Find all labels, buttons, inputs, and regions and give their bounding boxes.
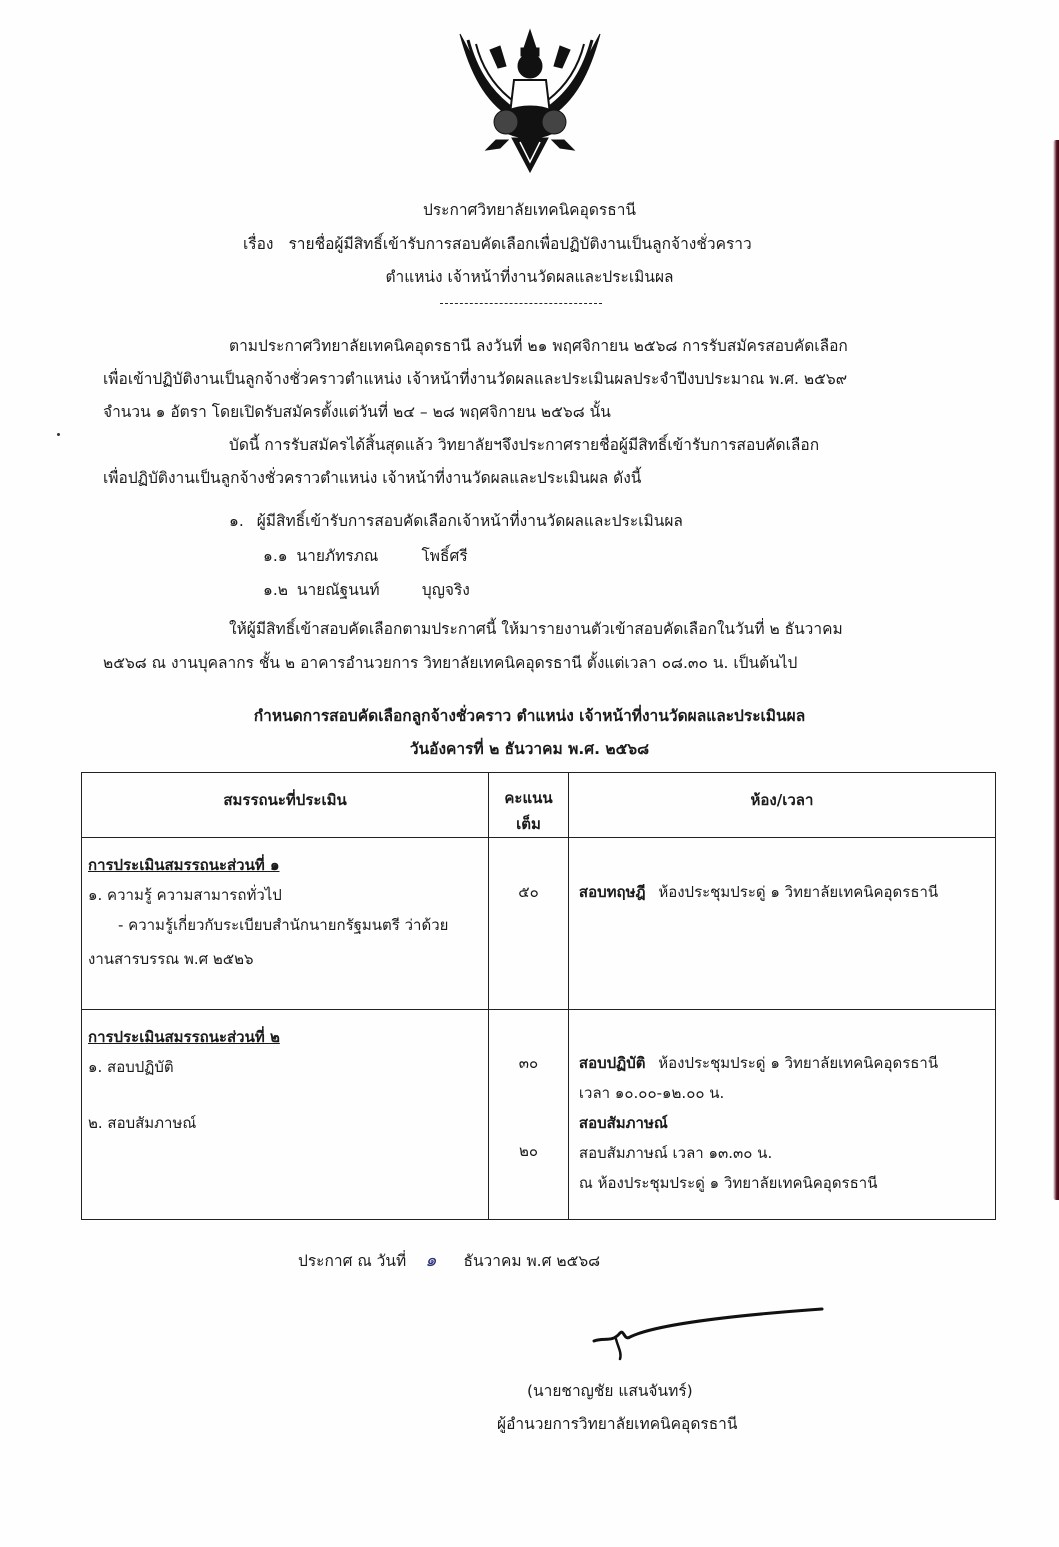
header-score [489, 773, 569, 838]
header-separator [440, 303, 602, 304]
page-edge-shadow [1053, 140, 1059, 1200]
table-header-row [82, 773, 996, 838]
announce-date-line [298, 1245, 600, 1274]
section-title: การประเมินสมรรถนะส่วนที่ ๒ [88, 1028, 280, 1046]
list-heading-number: ๑. [229, 512, 244, 530]
para1-line2: เพื่อเข้าปฏิบัติงานเป็นลูกจ้างชั่วคราวตำแหน่ง เจ้าหน้าที่งานวัดผลและประเมินผลประจำปีงบประมาณ พ.ศ. ๒๕๖๙ [103, 370, 848, 388]
row2-competency-cell [82, 1010, 489, 1220]
competency-item: ๒. สอบสัมภาษณ์ [88, 1114, 197, 1132]
candidate-row [263, 543, 468, 568]
signer-name: (นายชาญชัย แสนจันทร์) [527, 1382, 693, 1400]
header-competency: สมรรถนะที่ประเมิน [82, 773, 489, 838]
row1-venue-cell [568, 838, 995, 1010]
subject-label: เรื่อง [243, 235, 274, 253]
header-score-line1: คะแนน [504, 789, 553, 807]
announcement-title: ประกาศวิทยาลัยเทคนิคอุดรธานี [422, 201, 636, 219]
row1-score-cell [489, 838, 569, 1010]
para2-line1: บัดนี้ การรับสมัครได้สิ้นสุดแล้ว วิทยาลัยฯจึงประกาศรายชื่อผู้มีสิทธิ์เข้ารับการสอบคัดเลือก [229, 436, 820, 454]
score-value: ๓๐ [518, 1054, 539, 1072]
candidate-number: ๑.๑ [263, 547, 288, 565]
row1-competency-cell [82, 838, 489, 1010]
header-room-time: ห้อง/เวลา [568, 773, 995, 838]
competency-item: ๑. ความรู้ ความสามารถทั่วไป [88, 886, 282, 904]
para1-line1: ตามประกาศวิทยาลัยเทคนิคอุดรธานี ลงวันที่ ๒๑ พฤศจิกายน ๒๕๖๘ การรับสมัครสอบคัดเลือก [229, 337, 848, 355]
garuda-emblem-icon [450, 22, 610, 182]
venue-text: ห้องประชุมประดู่ ๑ วิทยาลัยเทคนิคอุดรธานี [658, 883, 939, 901]
para1-line3: จำนวน ๑ อัตรา โดยเปิดรับสมัครตั้งแต่วันที่ ๒๔ – ๒๘ พฤศจิกายน ๒๕๖๘ นั้น [103, 403, 611, 421]
venue-text: ณ ห้องประชุมประดู่ ๑ วิทยาลัยเทคนิคอุดรธานี [578, 1174, 878, 1192]
list-heading [229, 508, 683, 533]
candidate-first-name: นายภัทรภณ [296, 547, 379, 565]
position-line: ตำแหน่ง เจ้าหน้าที่งานวัดผลและประเมินผล [385, 268, 674, 286]
handwritten-day: ๑ [425, 1250, 437, 1271]
competency-subitem-cont: งานสารบรรณ พ.ศ ๒๕๒๖ [88, 950, 254, 968]
venue-label: สอบสัมภาษณ์ [578, 1114, 668, 1132]
score-value: ๒๐ [518, 1142, 539, 1160]
candidate-last-name: โพธิ์ศรี [421, 547, 468, 565]
venue-text: ห้องประชุมประดู่ ๑ วิทยาลัยเทคนิคอุดรธานี [658, 1054, 939, 1072]
table-row [82, 838, 996, 1010]
header-score-line2: เต็ม [516, 815, 541, 833]
venue-time: เวลา ๑๐.๐๐-๑๒.๐๐ น. [578, 1084, 725, 1102]
venue-label: สอบปฏิบัติ [578, 1054, 646, 1072]
scan-speck [57, 433, 60, 436]
row2-venue-cell [568, 1010, 995, 1220]
venue-label: สอบทฤษฎี [578, 883, 646, 901]
candidate-number: ๑.๒ [263, 581, 288, 599]
table-row [82, 1010, 996, 1220]
para3-line1: ให้ผู้มีสิทธิ์เข้าสอบคัดเลือกตามประกาศนี้ ให้มารายงานตัวเข้าสอบคัดเลือกในวันที่ ๒ ธันวาคม [229, 620, 843, 638]
score-value: ๕๐ [518, 883, 539, 901]
announce-prefix: ประกาศ ณ วันที่ [298, 1252, 407, 1270]
signer-title: ผู้อำนวยการวิทยาลัยเทคนิคอุดรธานี [497, 1415, 738, 1433]
row2-score-cell [489, 1010, 569, 1220]
list-heading-text: ผู้มีสิทธิ์เข้ารับการสอบคัดเลือกเจ้าหน้าที่งานวัดผลและประเมินผล [256, 512, 683, 530]
competency-subitem: - ความรู้เกี่ยวกับระเบียบสำนักนายกรัฐมนตรี ว่าด้วย [118, 916, 449, 934]
subject-line [243, 231, 752, 256]
schedule-table [81, 772, 996, 1220]
signature-icon [590, 1303, 830, 1363]
schedule-date: วันอังคารที่ ๒ ธันวาคม พ.ศ. ๒๕๖๘ [409, 740, 650, 758]
candidate-row [263, 577, 470, 602]
venue-time: สอบสัมภาษณ์ เวลา ๑๓.๓๐ น. [578, 1144, 773, 1162]
para2-line2: เพื่อปฏิบัติงานเป็นลูกจ้างชั่วคราวตำแหน่ง เจ้าหน้าที่งานวัดผลและประเมินผล ดังนี้ [103, 469, 642, 487]
candidate-last-name: บุญจริง [421, 581, 470, 599]
announce-suffix: ธันวาคม พ.ศ ๒๕๖๘ [463, 1252, 601, 1270]
schedule-title: กำหนดการสอบคัดเลือกลูกจ้างชั่วคราว ตำแหน่ง เจ้าหน้าที่งานวัดผลและประเมินผล [253, 707, 806, 725]
section-title: การประเมินสมรรถนะส่วนที่ ๑ [88, 856, 280, 874]
subject-text: รายชื่อผู้มีสิทธิ์เข้ารับการสอบคัดเลือกเพื่อปฏิบัติงานเป็นลูกจ้างชั่วคราว [288, 235, 752, 253]
competency-item: ๑. สอบปฏิบัติ [88, 1058, 174, 1076]
para3-line2: ๒๕๖๘ ณ งานบุคลากร ชั้น ๒ อาคารอำนวยการ วิทยาลัยเทคนิคอุดรธานี ตั้งแต่เวลา ๐๘.๓๐ น. เป็นต้นไป [103, 654, 798, 672]
candidate-first-name: นายณัฐนนท์ [296, 581, 380, 599]
